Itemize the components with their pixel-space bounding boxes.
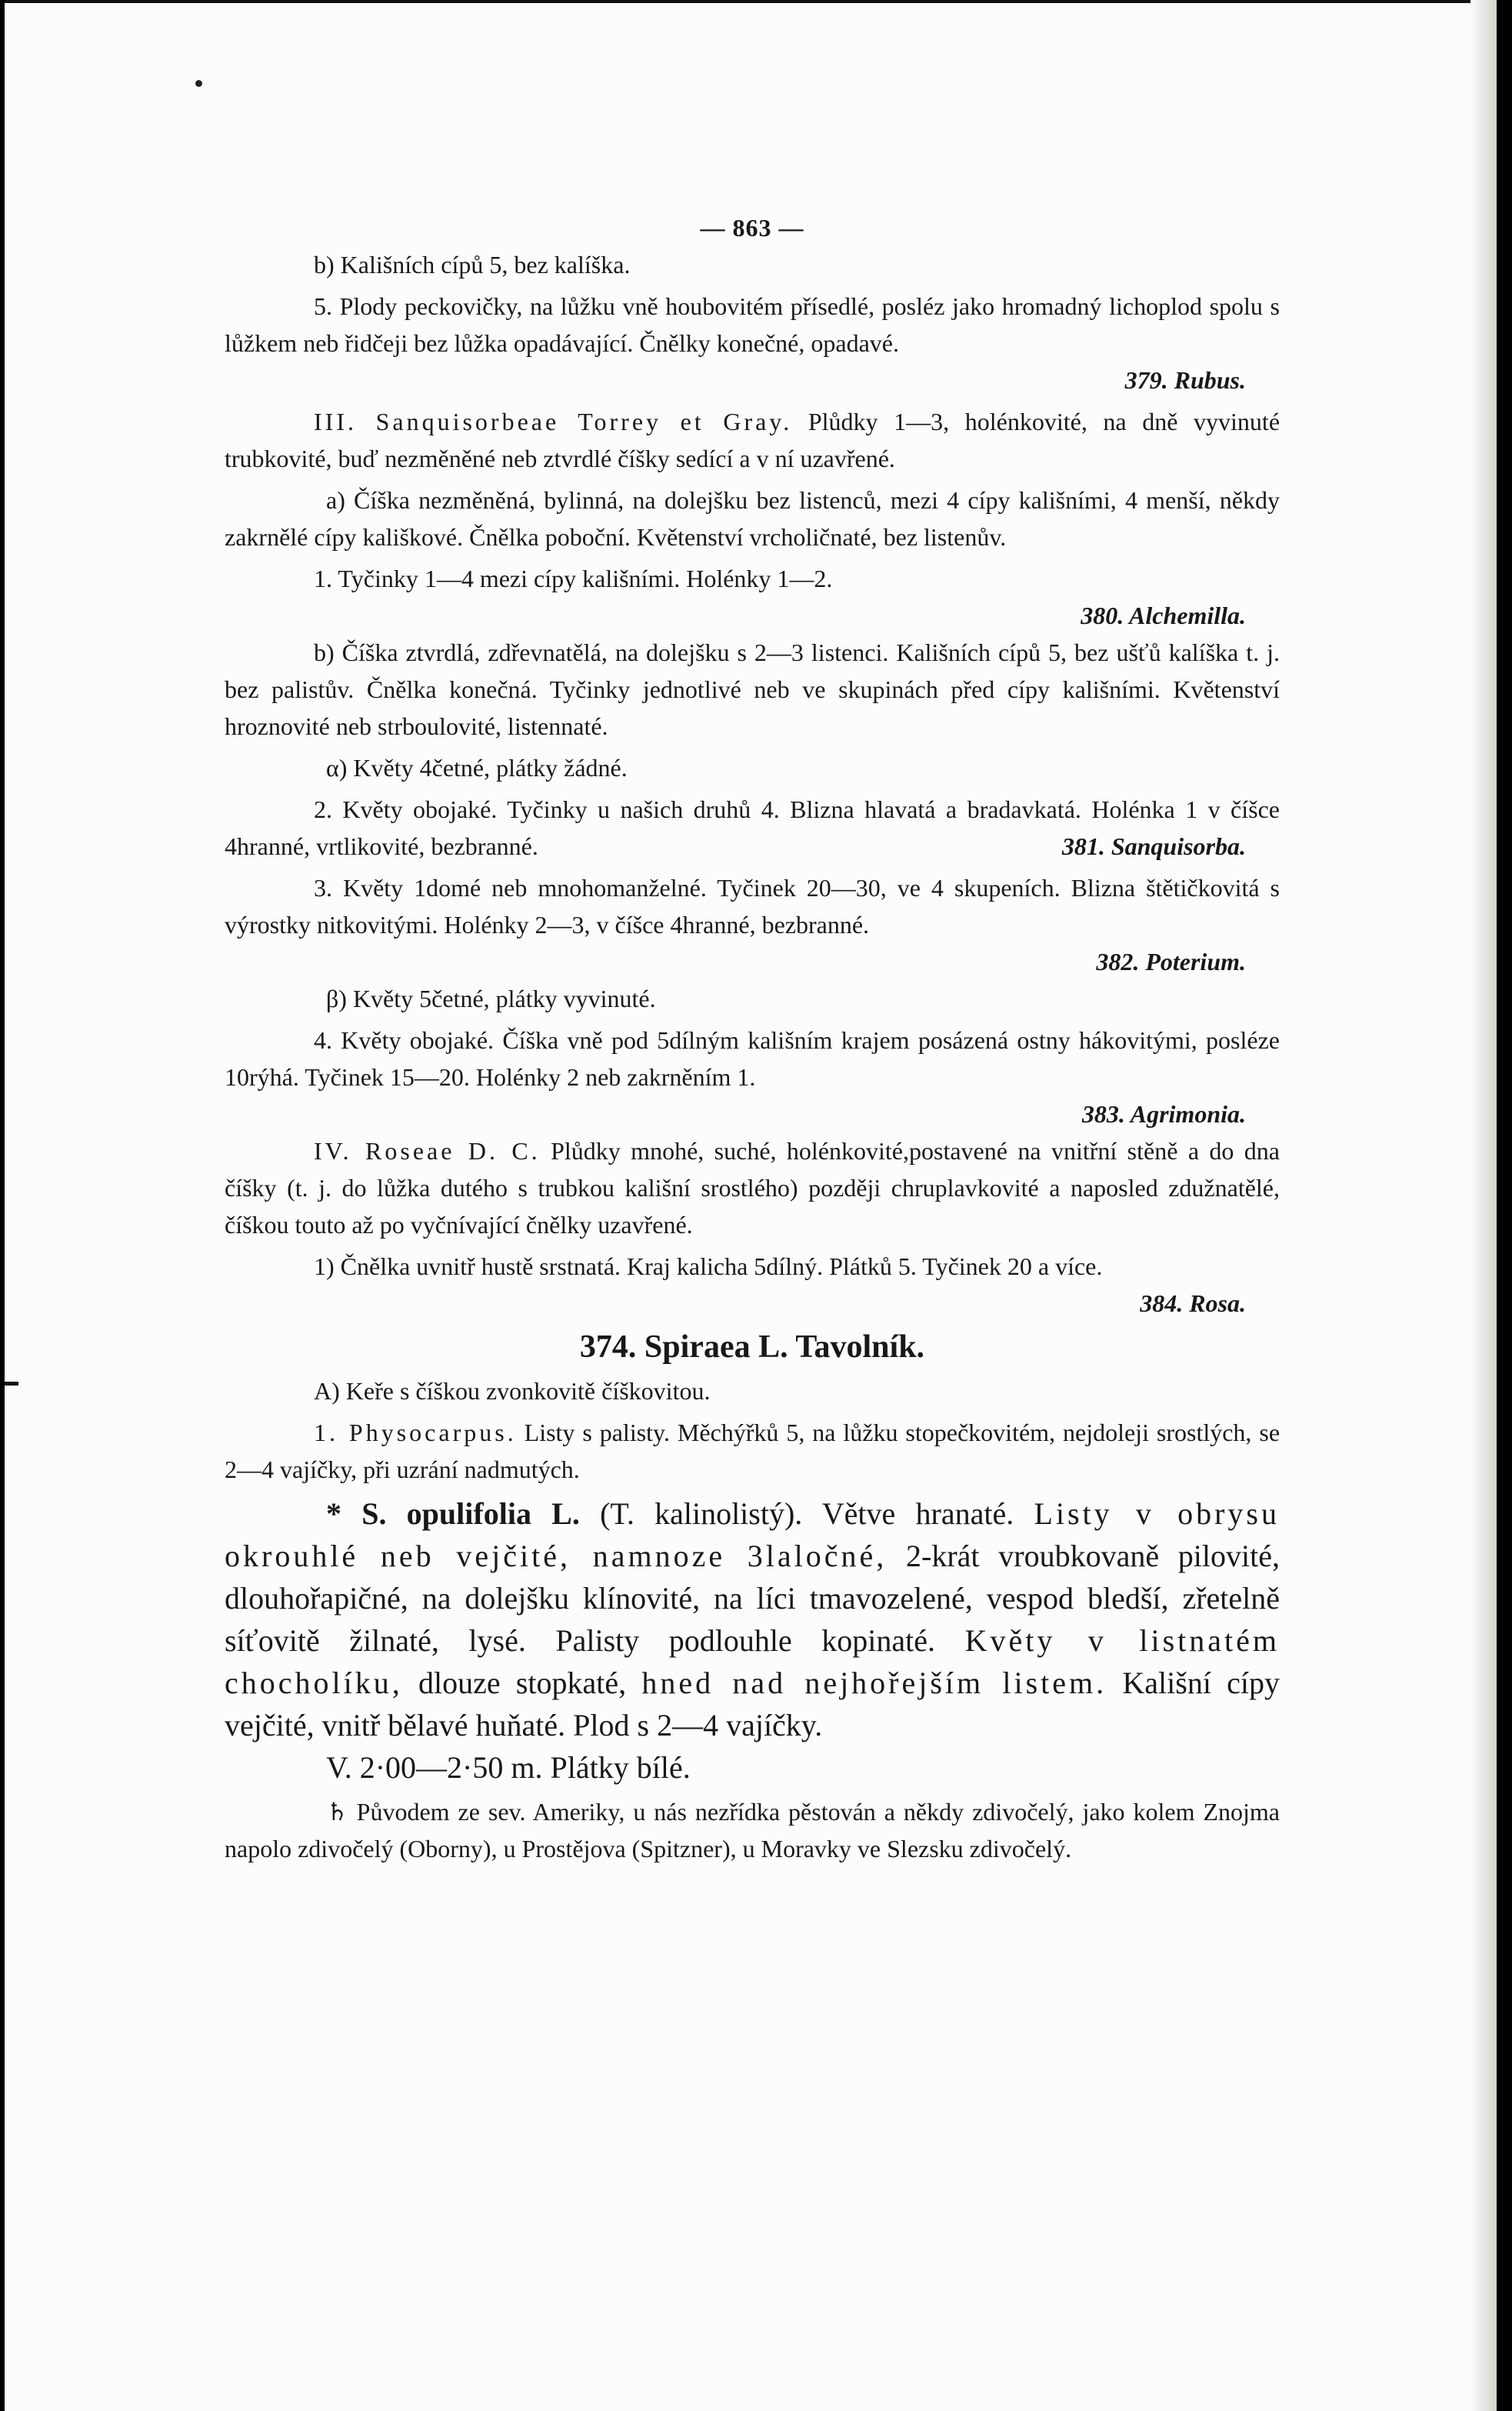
scan-edge-mark	[5, 1382, 18, 1386]
key-1: 1. Tyčinky 1—4 mezi cípy kališními. Holénky 1—2.	[314, 565, 833, 592]
key-2	[225, 791, 1280, 865]
key-b-cup: b) Číška ztvrdlá, zdřevnatělá, na dolejšku s 2—3 listenci. Kališních cípů 5, bez ušťů kalíška t. j. bez palistův. Čnělka konečná. Tyčinky jednotlivé neb ve skupinách před cípy kališními. Květenství hroznovité neb strboulovité, listennaté.	[225, 639, 1280, 740]
physocarpus-text: Listy s palisty. Měchýřků 5, na lůžku stopečkovitém, nejdoleji srostlých, se 2—4 vajíčky, při uzrání nadmutých.	[225, 1419, 1281, 1483]
species-text-2: Listy v obrysu okrouhlé neb vejčité, namnoze 3laločné,	[225, 1496, 1280, 1573]
scan-speck	[195, 80, 202, 87]
tribe-iii-text: Plůdky 1—3, holénkovité, na dně vyvinuté trubkovité, buď nezměněné neb ztvrdlé číšky sedící a v ní uzavřené.	[225, 408, 1281, 472]
tribe-iv-text: Plůdky mnohé, suché, holénkovité,postavené na vnitřní stěně a do dna číšky (t. j. do lůžka dutého s trubkou kališní srostlého) později chruplavkovité a naposled zdužnatělé, číškou touto až po vyčnívající čnělky uzavřené.	[225, 1137, 1281, 1239]
key-4: 4. Květy obojaké. Číška vně pod 5dílným kališním krajem posázená ostny hákovitými, posléze 10rýhá. Tyčinek 15—20. Holénky 2 neb zakrněním 1.	[225, 1026, 1280, 1091]
key-beta: β) Květy 5četné, plátky vyvinuté.	[326, 985, 656, 1012]
page-number: — 863 —	[700, 214, 804, 242]
key-b-calyx: b) Kališních cípů 5, bez kalíška.	[314, 251, 631, 278]
page-spine-shadow	[1470, 0, 1497, 2411]
species-text-1: (T. kalinolistý). Větve hranaté.	[600, 1496, 1014, 1531]
species-text-5: dlouze stopkaté,	[418, 1666, 627, 1700]
genus-380: 380. Alchemilla.	[1081, 602, 1246, 629]
key-2-text: 2. Květy obojaké. Tyčinky u našich druhů 4. Blizna hlavatá a bradavkatá. Holénka 1 v číšce 4hranné, vrtlikovité, bezbranné.	[225, 795, 1280, 860]
genus-383: 383. Agrimonia.	[1081, 1100, 1246, 1128]
tribe-iii-name: III. Sanquisorbeae Torrey et Gray.	[314, 408, 793, 435]
section-title: 374. Spiraea L. Tavolník.	[579, 1329, 925, 1365]
genus-379: 379. Rubus.	[1124, 366, 1246, 394]
key-3: 3. Květy 1domé neb mnohomanželné. Tyčinek 20—30, ve 4 skupeních. Blizna štětičkovitá s výrostky nitkovitými. Holénky 2—3, v číšce 4hranné, bezbranné.	[225, 874, 1280, 939]
species-description	[225, 1492, 1280, 1746]
group-a: A) Keře s číškou zvonkovitě číškovitou.	[314, 1377, 711, 1405]
genus-381: 381. Sanquisorba.	[1061, 832, 1246, 860]
genus-382: 382. Poterium.	[1096, 948, 1246, 975]
species-text-3: 2-krát vroubkovaně pilovité, dlouhořapičné, na dolejšku klínovité, na líci tmavozelené, vespod bledší, zřetelně síťovitě žilnaté, lysé. Palisty podlouhle kopinaté.	[225, 1539, 1281, 1658]
book-page	[5, 0, 1497, 2411]
page-text	[225, 209, 1280, 1867]
height-line: V. 2·00—2·50 m. Plátky bílé.	[326, 1750, 691, 1785]
species-text-6: hned nad nejhořejším listem.	[641, 1666, 1107, 1700]
physocarpus-label: 1. Physocarpus.	[314, 1419, 517, 1446]
species-text-7: Kališní cípy vejčité, vnitř bělavé huňaté. Plod s 2—4 vajíčky.	[225, 1666, 1281, 1742]
tribe-iii	[225, 403, 1280, 477]
tribe-iv	[225, 1132, 1280, 1243]
subgenus-physocarpus	[225, 1414, 1280, 1488]
genus-384: 384. Rosa.	[1140, 1289, 1246, 1317]
scan-edge-top	[5, 0, 1497, 3]
key-5: 5. Plody peckovičky, na lůžku vně houbovitém přísedlé, posléz jako hromadný lichoplod spolu s lůžkem neb řidčeji bez lůžka opadávající. Čnělky konečné, opadavé.	[225, 292, 1280, 357]
key-a-cup: a) Číška nezměněná, bylinná, na dolejšku bez listenců, mezi 4 cípy kališními, 4 menší, někdy zakrnělé cípy kališkové. Čnělka poboční. Květenství vrcholičnaté, bez listenův.	[225, 486, 1280, 551]
species-name: * S. opulifolia L.	[326, 1496, 580, 1531]
origin-note: ♄ Původem ze sev. Ameriky, u nás nezřídka pěstován a někdy zdivočelý, jako kolem Znojma napolo zdivočelý (Oborny), u Prostějova (Spitzner), u Moravky ve Slezsku zdivočelý.	[225, 1798, 1280, 1862]
tribe-iv-name: IV. Roseae D. C.	[314, 1137, 541, 1165]
key-1b: 1) Čnělka uvnitř hustě srstnatá. Kraj kalicha 5dílný. Plátků 5. Tyčinek 20 a více.	[314, 1252, 1103, 1280]
key-alpha: α) Květy 4četné, plátky žádné.	[326, 754, 628, 782]
species-text-4: Květy v listnatém chocholíku,	[225, 1623, 1281, 1700]
